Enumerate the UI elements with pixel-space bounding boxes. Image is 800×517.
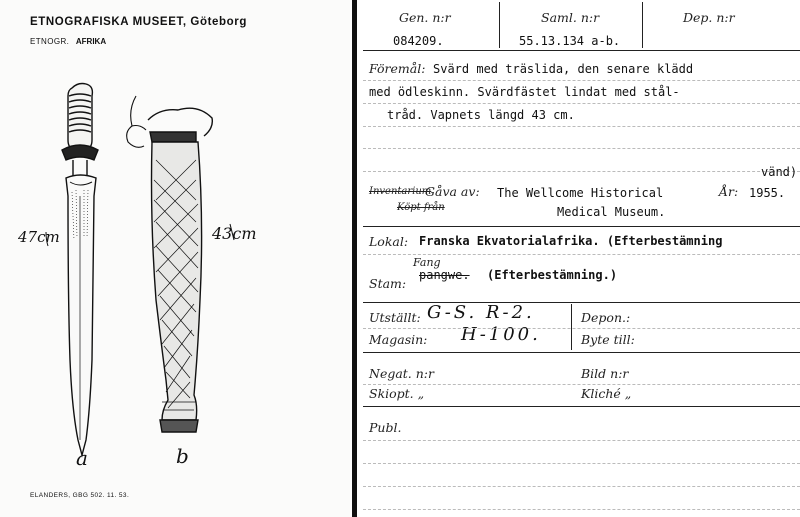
ar-label: År:: [719, 184, 739, 199]
lokal-label: Lokal:: [369, 234, 409, 249]
foremal-line-1: Svärd med träslida, den senare klädd: [433, 62, 694, 76]
rule: [363, 384, 800, 385]
catalog-card: [357, 0, 800, 517]
kopt-fran-struck: Köpt från: [397, 202, 445, 213]
rule: [363, 254, 800, 255]
gen-nr-label: Gen. n:r: [399, 10, 451, 25]
foremal-line-3: tråd. Vapnets längd 43 cm.: [387, 108, 575, 122]
department-prefix: ETNOGR.: [30, 37, 70, 46]
saml-nr-label: Saml. n:r: [541, 10, 600, 25]
ar-value: 1955.: [749, 186, 786, 200]
drawing-panel: [0, 0, 350, 517]
stam-label: Stam:: [369, 276, 407, 291]
label-b: b: [176, 444, 189, 468]
negat-label: Negat. n:r: [369, 366, 434, 381]
stam-hand-note: Fang: [413, 256, 441, 269]
utstallt-value: G-S. R-2.: [427, 302, 535, 323]
skiopt-label: Skiopt. „: [369, 386, 425, 401]
rule: [363, 103, 800, 104]
rule: [363, 328, 800, 329]
saml-nr-value: 55.13.134 a-b.: [519, 34, 621, 48]
bild-label: Bild n:r: [581, 366, 629, 381]
dep-nr-label: Dep. n:r: [683, 10, 735, 25]
gava-rule: [363, 226, 800, 227]
rule: [363, 463, 800, 464]
measurement-b: 43cm: [212, 224, 257, 243]
byte-till-label: Byte till:: [581, 332, 635, 347]
rule: [363, 171, 800, 172]
depon-label: Depon.:: [581, 310, 631, 325]
rule: [363, 486, 800, 487]
vand-note: vänd): [761, 165, 798, 179]
location-divider: [571, 304, 572, 350]
rule: [363, 440, 800, 441]
header-divider-2: [642, 2, 643, 48]
sword-a-illustration: [62, 84, 98, 456]
foremal-line-2: med ödleskinn. Svärdfästet lindat med stål-: [369, 85, 680, 99]
header-rule: [363, 50, 800, 51]
label-a: a: [76, 446, 88, 470]
gava-label: Gåva av:: [425, 184, 480, 199]
department-stamp: AFRIKA: [75, 37, 107, 46]
gava-value-2: Medical Museum.: [557, 205, 666, 219]
kliche-label: Kliché „: [581, 386, 632, 401]
scabbard-b-illustration: [127, 96, 213, 432]
foremal-label: Föremål:: [369, 61, 426, 76]
gava-value-1: The Wellcome Historical: [497, 186, 664, 200]
publ-label: Publ.: [369, 420, 402, 435]
location-rule: [363, 352, 800, 353]
rule: [363, 148, 800, 149]
rule: [363, 80, 800, 81]
photo-rule: [363, 406, 800, 407]
utstallt-label: Utställt:: [369, 310, 421, 325]
inventarium-struck: Inventarium: [369, 186, 432, 197]
stam-value: (Efterbestämning.): [487, 268, 618, 282]
header-divider-1: [499, 2, 500, 48]
stam-struck-value: pangwe.: [419, 268, 470, 282]
printer-imprint: ELANDERS, GBG 502. 11. 53.: [30, 492, 130, 499]
museum-title: ETNOGRAFISKA MUSEET, Göteborg: [30, 16, 247, 28]
sword-drawing: [0, 0, 350, 517]
gen-nr-value: 084209.: [393, 34, 444, 48]
lokal-value: Franska Ekvatorialafrika. (Efterbestämning: [419, 234, 723, 248]
magasin-value: H-100.: [461, 324, 541, 345]
magasin-label: Magasin:: [369, 332, 428, 347]
rule: [363, 126, 800, 127]
measurement-a: 47cm: [18, 228, 60, 246]
rule: [363, 509, 800, 510]
